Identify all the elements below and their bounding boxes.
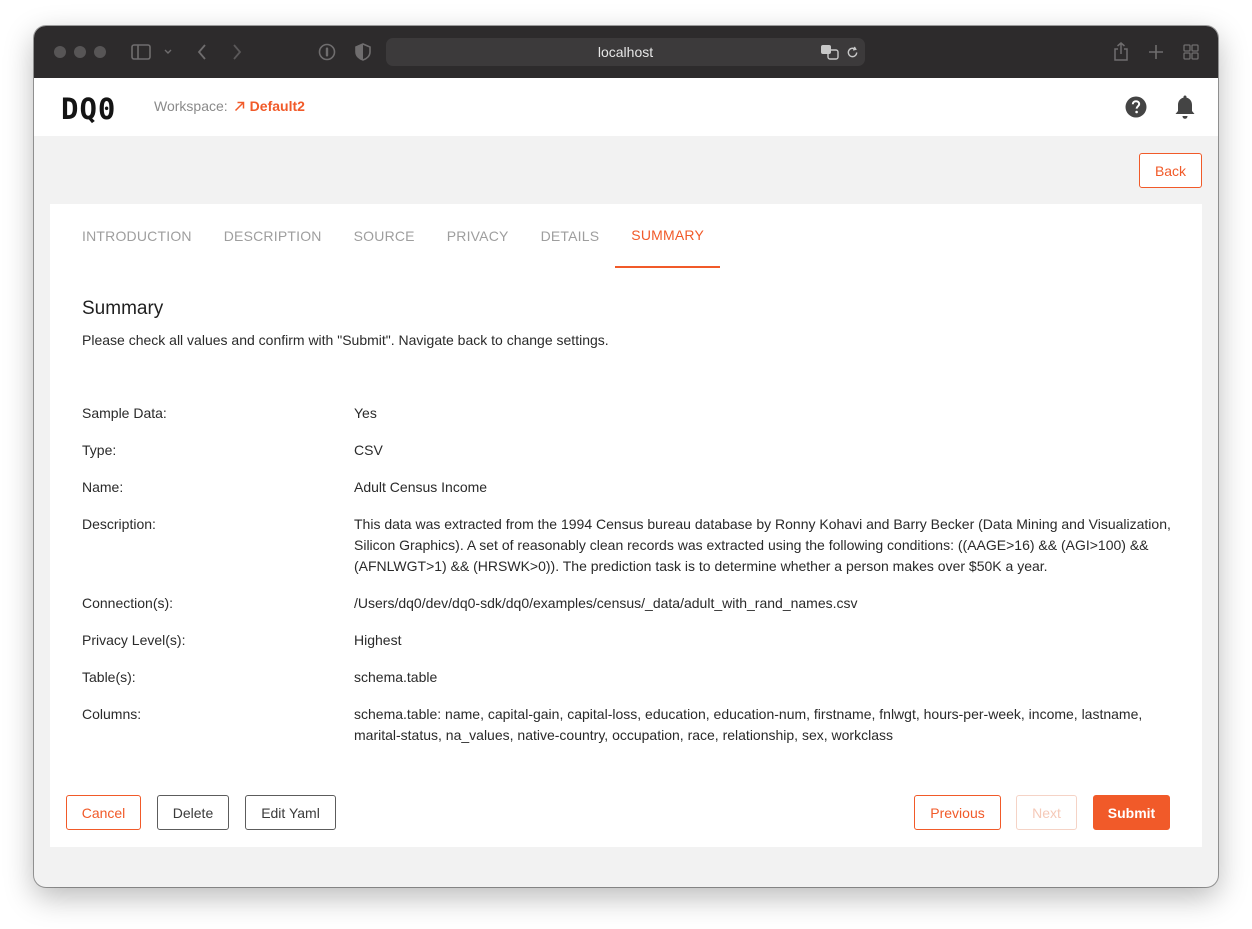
url-text: localhost	[597, 44, 654, 60]
wizard-card	[50, 204, 1202, 847]
browser-window	[34, 26, 1218, 887]
summary-key: Name:	[82, 479, 124, 495]
summary-row-type	[82, 440, 1172, 461]
workspace-name: Default2	[249, 98, 305, 114]
workspace-label: Workspace:	[154, 98, 228, 114]
notification-bell-icon[interactable]	[1172, 93, 1198, 121]
summary-key: Sample Data:	[82, 405, 167, 421]
summary-key: Description:	[82, 516, 156, 532]
summary-value: CSV	[354, 442, 383, 458]
minimize-window-icon[interactable]	[74, 46, 86, 58]
help-icon[interactable]	[1125, 96, 1147, 118]
summary-key: Columns:	[82, 706, 142, 722]
forward-arrow-icon[interactable]	[229, 40, 245, 64]
summary-value: /Users/dq0/dev/dq0-sdk/dq0/examples/census/_data/adult_with_rand_names.csv	[354, 595, 858, 611]
back-button[interactable]: Back	[1139, 153, 1202, 188]
summary-value: Yes	[354, 405, 377, 421]
summary-row-connections	[82, 593, 1172, 614]
summary-key: Connection(s):	[82, 595, 174, 611]
tab-privacy[interactable]: PRIVACY	[446, 228, 509, 244]
summary-row-privacy-levels	[82, 630, 1172, 651]
previous-button[interactable]: Previous	[914, 795, 1001, 830]
chevron-down-icon[interactable]	[162, 40, 174, 64]
tab-overview-icon[interactable]	[1182, 40, 1200, 64]
submit-button[interactable]: Submit	[1093, 795, 1170, 830]
new-tab-icon[interactable]	[1147, 40, 1165, 64]
sidebar-toggle-icon[interactable]	[130, 40, 152, 64]
tab-details[interactable]: DETAILS	[540, 228, 600, 244]
browser-toolbar	[34, 26, 1218, 78]
tab-introduction[interactable]: INTRODUCTION	[82, 228, 192, 244]
summary-key: Type:	[82, 442, 117, 458]
next-button[interactable]: Next	[1016, 795, 1077, 830]
summary-key: Privacy Level(s):	[82, 632, 186, 648]
summary-row-tables	[82, 667, 1172, 688]
summary-row-name	[82, 477, 1172, 498]
dq0-logo[interactable]: DQ0	[61, 92, 117, 126]
tab-description[interactable]: DESCRIPTION	[223, 228, 322, 244]
share-icon[interactable]	[1112, 40, 1130, 64]
summary-value: schema.table: name, capital-gain, capital-loss, education, education-num, firstname, fnlwgt, hours-per-week, income, lastname, marital-status, na_values, native-country, occupation, race, relationship, sex, workclass	[354, 706, 1143, 743]
section-title: Summary	[82, 298, 164, 319]
address-bar[interactable]	[386, 38, 865, 66]
workspace-link[interactable]	[234, 98, 305, 114]
app-header	[34, 78, 1218, 136]
password-icon[interactable]	[317, 40, 337, 64]
summary-value: This data was extracted from the 1994 Census bureau database by Ronny Kohavi and Barry Becker (Data Mining and Visualization, Silicon Graphics). A set of reasonably clean records was extracted using the following conditions: ((AAGE>16) && (AGI>100) && (AFNLWGT>1) && (HRSWK>0)). The prediction task is to determine whether a person makes over $50K a year.	[354, 516, 1171, 574]
section-subtitle: Please check all values and confirm with "Submit". Navigate back to change settings.	[82, 332, 609, 348]
workspace-selector	[154, 98, 305, 114]
tab-summary[interactable]: SUMMARY	[615, 204, 720, 268]
zoom-window-icon[interactable]	[94, 46, 106, 58]
privacy-shield-icon[interactable]	[354, 40, 372, 64]
translate-icon[interactable]	[820, 38, 840, 66]
reload-icon[interactable]	[846, 38, 859, 66]
edit-yaml-button[interactable]: Edit Yaml	[245, 795, 336, 830]
back-arrow-icon[interactable]	[194, 40, 210, 64]
summary-row-sample-data	[82, 403, 1172, 424]
summary-value: Highest	[354, 632, 402, 648]
summary-value: Adult Census Income	[354, 479, 488, 495]
summary-row-description	[82, 514, 1172, 577]
summary-value: schema.table	[354, 669, 438, 685]
tab-source[interactable]: SOURCE	[353, 228, 415, 244]
summary-row-columns	[82, 704, 1172, 746]
external-arrow-icon	[234, 101, 245, 112]
summary-key: Table(s):	[82, 669, 136, 685]
close-window-icon[interactable]	[54, 46, 66, 58]
wizard-tabs	[66, 204, 720, 268]
delete-button[interactable]: Delete	[157, 795, 229, 830]
summary-list	[82, 403, 1172, 762]
cancel-button[interactable]: Cancel	[66, 795, 141, 830]
